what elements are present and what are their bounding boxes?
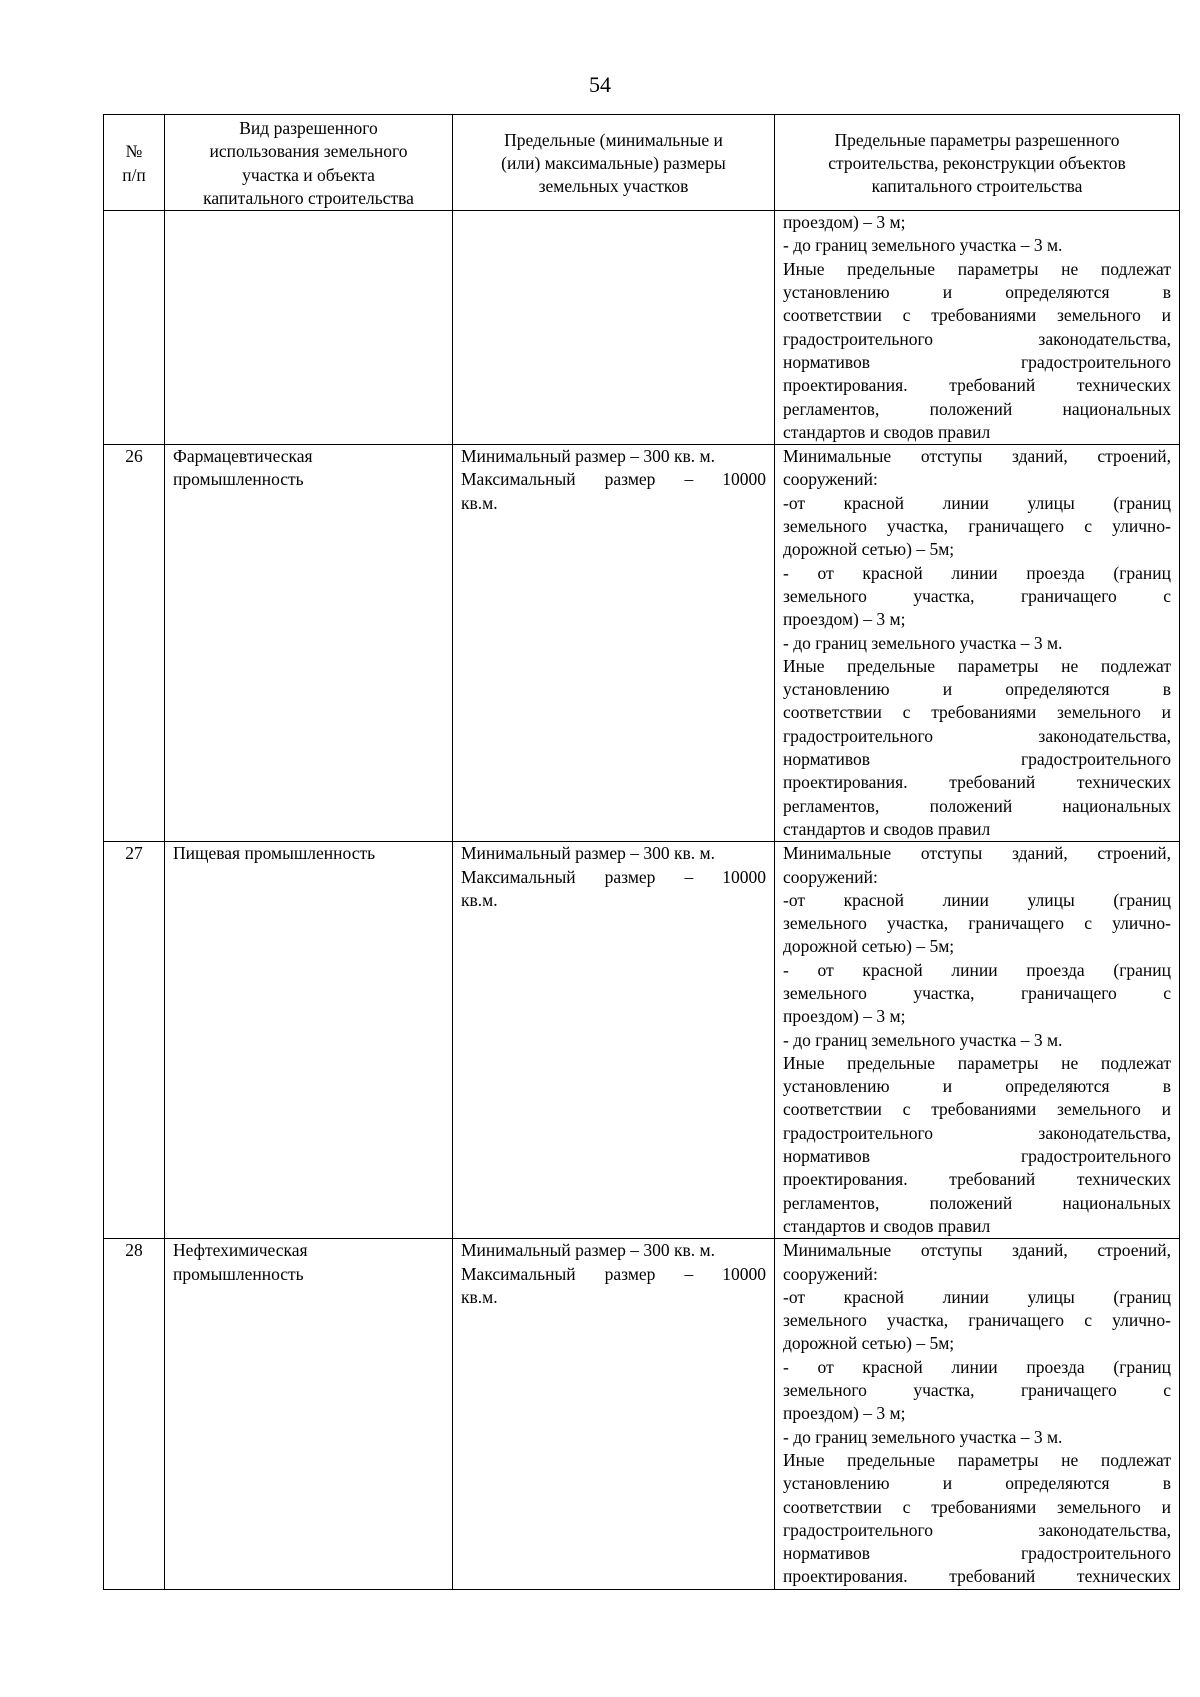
- build-params-line: соответствии с требованиями земельного и: [783, 1496, 1171, 1517]
- plot-size-line: Максимальный размер – 10000: [461, 1263, 766, 1284]
- build-params-line: сооружений:: [783, 866, 878, 887]
- build-params-line: Минимальные отступы зданий, строений,: [783, 843, 1171, 864]
- build-params-line: -от красной линии улицы (границ: [783, 889, 1171, 910]
- build-params-line: - до границ земельного участка – 3 м.: [783, 235, 1063, 256]
- build-params-cell: [775, 211, 1180, 445]
- header-num: [104, 115, 165, 211]
- header-line: капитального строительства: [871, 176, 1083, 197]
- table-row: [104, 445, 1180, 842]
- row-number: 27: [104, 842, 165, 1239]
- use-type-cell: [165, 445, 453, 842]
- use-type-line: Фармацевтическая: [173, 446, 313, 467]
- plot-size-line: Минимальный размер – 300 кв. м.: [461, 843, 715, 864]
- build-params-line: земельного участка, граничащего с улично-: [783, 516, 1171, 537]
- table-row: [104, 842, 1180, 1239]
- plot-size-cell: [453, 445, 775, 842]
- header-line: п/п: [122, 164, 146, 185]
- build-params-line: земельного участка, граничащего с улично-: [783, 1310, 1171, 1331]
- build-params-line: земельного участка, граничащего с: [783, 982, 1171, 1003]
- build-params-line: нормативов градостроительного: [783, 1543, 1171, 1564]
- build-params-line: проектирования. требований технических: [783, 1169, 1171, 1190]
- plot-size-line: Минимальный размер – 300 кв. м.: [461, 446, 715, 467]
- header-line: Предельные параметры разрешенного: [834, 129, 1120, 150]
- header-use-type: [165, 115, 453, 211]
- plot-size-line: Максимальный размер – 10000: [461, 469, 766, 490]
- build-params-line: установлению и определяются в: [783, 679, 1171, 700]
- build-params-line: нормативов градостроительного: [783, 1146, 1171, 1167]
- build-params-line: установлению и определяются в: [783, 282, 1171, 303]
- header-plot-size: [453, 115, 775, 211]
- build-params-line: земельного участка, граничащего с: [783, 585, 1171, 606]
- build-params-line: регламентов, положений национальных: [783, 398, 1171, 419]
- build-params-line: сооружений:: [783, 1263, 878, 1284]
- build-params-line: соответствии с требованиями земельного и: [783, 1099, 1171, 1120]
- build-params-line: установлению и определяются в: [783, 1473, 1171, 1494]
- build-params-line: Иные предельные параметры не подлежат: [783, 655, 1171, 676]
- build-params-line: - от красной линии проезда (границ: [783, 562, 1171, 583]
- build-params-line: градостроительного законодательства,: [783, 1122, 1171, 1143]
- row-number: [104, 211, 165, 445]
- build-params-line: Минимальные отступы зданий, строений,: [783, 1240, 1171, 1261]
- build-params-line: - от красной линии проезда (границ: [783, 1356, 1171, 1377]
- build-params-line: Иные предельные параметры не подлежат: [783, 1449, 1171, 1470]
- plot-size-cell: [453, 211, 775, 445]
- header-line: строительства, реконструкции объектов: [828, 152, 1126, 173]
- build-params-line: градостроительного законодательства,: [783, 725, 1171, 746]
- plot-size-line: кв.м.: [461, 492, 498, 513]
- build-params-line: Иные предельные параметры не подлежат: [783, 1052, 1171, 1073]
- build-params-line: - до границ земельного участка – 3 м.: [783, 1029, 1063, 1050]
- land-use-table: [103, 114, 1180, 1590]
- table-row: [104, 211, 1180, 445]
- build-params-line: стандартов и сводов правил: [783, 818, 991, 839]
- build-params-line: стандартов и сводов правил: [783, 421, 991, 442]
- build-params-line: -от красной линии улицы (границ: [783, 492, 1171, 513]
- build-params-line: - до границ земельного участка – 3 м.: [783, 632, 1063, 653]
- header-line: использования земельного: [209, 141, 408, 162]
- build-params-cell: [775, 1239, 1180, 1589]
- table-header: [104, 115, 1180, 211]
- plot-size-line: Минимальный размер – 300 кв. м.: [461, 1240, 715, 1261]
- row-number: 26: [104, 445, 165, 842]
- build-params-line: проектирования. требований технических: [783, 1566, 1171, 1587]
- plot-size-line: кв.м.: [461, 1286, 498, 1307]
- build-params-line: проездом) – 3 м;: [783, 1006, 906, 1027]
- build-params-line: проектирования. требований технических: [783, 772, 1171, 793]
- build-params-line: стандартов и сводов правил: [783, 1215, 991, 1236]
- use-type-line: Пищевая промышленность: [173, 843, 376, 864]
- build-params-line: градостроительного законодательства,: [783, 328, 1171, 349]
- plot-size-cell: [453, 1239, 775, 1589]
- header-line: земельных участков: [538, 176, 689, 197]
- header-line: Предельные (минимальные и: [504, 129, 723, 150]
- header-build-params: [775, 115, 1180, 211]
- build-params-line: нормативов градостроительного: [783, 351, 1171, 372]
- use-type-line: промышленность: [173, 469, 304, 490]
- build-params-line: сооружений:: [783, 469, 878, 490]
- use-type-cell: [165, 211, 453, 445]
- table-body: [104, 211, 1180, 1590]
- header-line: №: [125, 141, 143, 162]
- build-params-line: регламентов, положений национальных: [783, 1192, 1171, 1213]
- build-params-line: проездом) – 3 м;: [783, 212, 906, 233]
- build-params-line: - до границ земельного участка – 3 м.: [783, 1426, 1063, 1447]
- build-params-line: дорожной сетью) – 5м;: [783, 1333, 955, 1354]
- header-line: участка и объекта: [242, 164, 375, 185]
- build-params-line: земельного участка, граничащего с: [783, 1380, 1171, 1401]
- plot-size-line: кв.м.: [461, 889, 498, 910]
- page-number: 54: [589, 72, 611, 97]
- build-params-line: установлению и определяются в: [783, 1076, 1171, 1097]
- build-params-line: Иные предельные параметры не подлежат: [783, 258, 1171, 279]
- use-type-line: Нефтехимическая: [173, 1240, 308, 1261]
- build-params-line: нормативов градостроительного: [783, 749, 1171, 770]
- build-params-line: проектирования. требований технических: [783, 375, 1171, 396]
- build-params-line: проездом) – 3 м;: [783, 1403, 906, 1424]
- build-params-line: дорожной сетью) – 5м;: [783, 936, 955, 957]
- build-params-line: -от красной линии улицы (границ: [783, 1286, 1171, 1307]
- use-type-cell: [165, 842, 453, 1239]
- build-params-line: Минимальные отступы зданий, строений,: [783, 446, 1171, 467]
- build-params-line: проездом) – 3 м;: [783, 609, 906, 630]
- build-params-line: градостроительного законодательства,: [783, 1519, 1171, 1540]
- build-params-cell: [775, 842, 1180, 1239]
- build-params-line: соответствии с требованиями земельного и: [783, 305, 1171, 326]
- header-line: капитального строительства: [203, 187, 414, 208]
- plot-size-line: Максимальный размер – 10000: [461, 866, 766, 887]
- build-params-line: соответствии с требованиями земельного и: [783, 702, 1171, 723]
- use-type-line: промышленность: [173, 1263, 304, 1284]
- table-row: [104, 1239, 1180, 1589]
- use-type-cell: [165, 1239, 453, 1589]
- build-params-line: - от красной линии проезда (границ: [783, 959, 1171, 980]
- plot-size-cell: [453, 842, 775, 1239]
- build-params-line: регламентов, положений национальных: [783, 795, 1171, 816]
- row-number: 28: [104, 1239, 165, 1589]
- build-params-cell: [775, 445, 1180, 842]
- header-line: (или) максимальные) размеры: [501, 152, 726, 173]
- header-line: Вид разрешенного: [239, 118, 378, 138]
- build-params-line: дорожной сетью) – 5м;: [783, 539, 955, 560]
- build-params-line: земельного участка, граничащего с улично-: [783, 913, 1171, 934]
- header-row: [104, 115, 1180, 211]
